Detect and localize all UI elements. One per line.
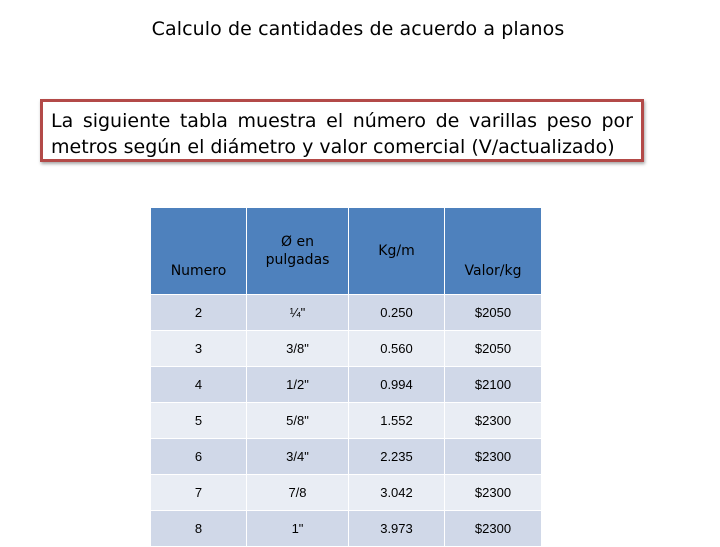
cell-diametro: 7/8 xyxy=(247,475,349,511)
table-row xyxy=(151,331,542,367)
cell-kg-m: 3.042 xyxy=(349,475,445,511)
cell-kg-m: 0.994 xyxy=(349,367,445,403)
cell-kg-m: 3.973 xyxy=(349,511,445,547)
cell-diametro: 1" xyxy=(247,511,349,547)
cell-kg-m: 0.250 xyxy=(349,295,445,331)
rebar-table xyxy=(150,207,542,547)
cell-numero: 7 xyxy=(151,475,247,511)
header-diametro: Ø en pulgadas xyxy=(247,208,349,295)
cell-numero: 6 xyxy=(151,439,247,475)
table-row xyxy=(151,439,542,475)
header-kg-m: Kg/m xyxy=(349,208,445,295)
header-numero: Numero xyxy=(151,208,247,295)
cell-valor: $2300 xyxy=(445,475,542,511)
table-row xyxy=(151,403,542,439)
cell-valor: $2100 xyxy=(445,367,542,403)
table-header-row xyxy=(151,208,542,295)
cell-diametro: 1/2" xyxy=(247,367,349,403)
table-row xyxy=(151,295,542,331)
cell-kg-m: 2.235 xyxy=(349,439,445,475)
cell-numero: 4 xyxy=(151,367,247,403)
cell-kg-m: 0.560 xyxy=(349,331,445,367)
cell-numero: 3 xyxy=(151,331,247,367)
cell-numero: 8 xyxy=(151,511,247,547)
cell-diametro: 3/8" xyxy=(247,331,349,367)
cell-kg-m: 1.552 xyxy=(349,403,445,439)
cell-numero: 5 xyxy=(151,403,247,439)
cell-valor: $2050 xyxy=(445,295,542,331)
cell-diametro: 3/4" xyxy=(247,439,349,475)
cell-diametro: ¼" xyxy=(247,295,349,331)
cell-valor: $2050 xyxy=(445,331,542,367)
description-box: La siguiente tabla muestra el número de varillas peso por metros según el diámetro y valor comercial (V/actualizado) xyxy=(40,99,644,162)
cell-valor: $2300 xyxy=(445,439,542,475)
table-row xyxy=(151,511,542,547)
cell-numero: 2 xyxy=(151,295,247,331)
table-row xyxy=(151,475,542,511)
cell-valor: $2300 xyxy=(445,403,542,439)
cell-valor: $2300 xyxy=(445,511,542,547)
header-valor-kg: Valor/kg xyxy=(445,208,542,295)
table-row xyxy=(151,367,542,403)
page-title: Calculo de cantidades de acuerdo a planos xyxy=(151,18,565,40)
cell-diametro: 5/8" xyxy=(247,403,349,439)
